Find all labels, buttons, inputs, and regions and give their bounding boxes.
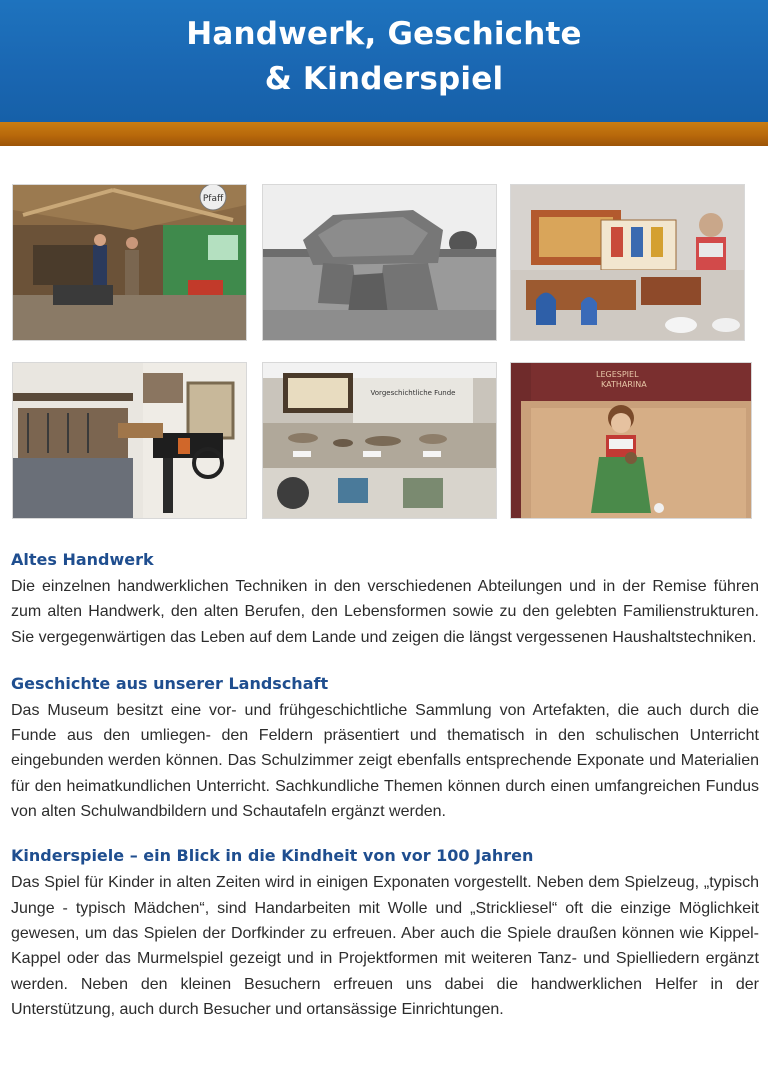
photo-artifacts <box>262 362 497 519</box>
section-heading: Geschichte aus unserer Landschaft <box>11 673 329 693</box>
section-body: Die einzelnen handwerklichen Techniken in den verschiedenen Abteilungen und in der Remise führen zum alten Handwerk, den alten Berufen, den Lebensformen sowie zu den gelebten Familienstrukturen. Sie vergegenwärtigen das Leben auf dem Lande und zeigen die längst vergessenen Haushaltstechniken. <box>11 578 759 646</box>
section-body: Das Spiel für Kinder in alten Zeiten wird in einigen Exponaten vorgestellt. Neben dem Spielzeug, „typisch Junge - typisch Mädchen“, sind Handarbeiten mit Wolle und „Strickliesel“ oft die einzige Möglichkeit gewesen, um das Spielen der Dorfkinder zu erfreuen. Aber auch die Spiele draußen können wie Kippel-Kappel oder das Murmelspiel gezeigt und in Projektformen mit weiteren Tanz- und Spielliedern ergänzt werden. Neben den kleinen Besuchern erfreuen uns dabei die handwerklichen Helfer in der Unterstützung, auch durch Besucher und ortansässige Einrichtungen. <box>11 874 759 1018</box>
photo-toys <box>510 184 745 341</box>
photo-dolmen <box>262 184 497 341</box>
artifacts-label-text: Vorgeschichtliche Funde <box>370 389 456 397</box>
photo-sewing <box>12 362 247 519</box>
puzzle-title-line-2: KATHARINA <box>601 380 647 389</box>
title-line-2: & Kinderspiel <box>264 61 504 97</box>
section-heading: Kinderspiele – ein Blick in die Kindheit von vor 100 Jahren <box>11 846 534 866</box>
section-heading: Altes Handwerk <box>11 550 154 569</box>
section-body: Das Museum besitzt eine vor- und frühgeschichtliche Sammlung von Artefakten, die auch durch die Funde aus den umliegen- den Feldern präsentiert und thematisch in den schulischen Unterricht eingebunden werden können. Das Schulzimmer zeigt ebenfalls entsprechende Exponate und Materialien für den heimatkundlichen Unterricht. Sachkundliche Themen können durch einen umfangreichen Fundus von alten Schulwandbildern und Schautafeln ergänzt werden. <box>11 701 759 821</box>
section-altes-handwerk <box>11 548 759 650</box>
section-geschichte <box>11 672 759 824</box>
section-kinderspiele <box>11 844 759 1022</box>
article-content <box>11 548 759 1032</box>
photo-gallery <box>0 0 768 530</box>
title-line-1: Handwerk, Geschichte <box>186 16 582 52</box>
workshop-sign-text: Pfaff <box>202 194 224 204</box>
photo-workshop <box>12 184 247 341</box>
photo-puzzle <box>510 362 752 519</box>
puzzle-title-line-1: LEGESPIEL <box>596 370 639 379</box>
